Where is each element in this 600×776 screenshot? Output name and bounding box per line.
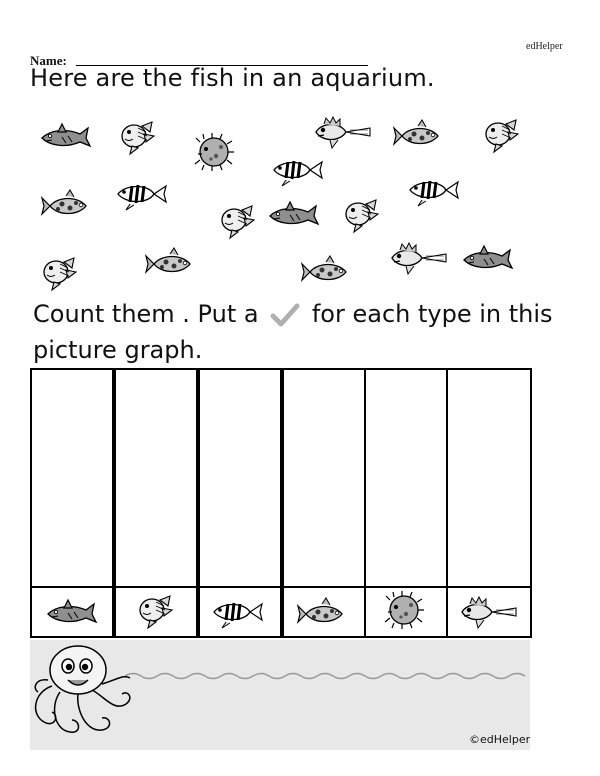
instruction-part1: Count them . Put a <box>33 300 259 328</box>
puffer-fish-icon <box>195 133 234 171</box>
finned-fish-icon <box>462 597 516 628</box>
angelfish-icon <box>122 122 154 154</box>
spotted-fish-icon <box>394 120 438 144</box>
shark-fish-icon <box>48 600 96 622</box>
angelfish-icon <box>44 258 76 290</box>
instruction-line2: picture graph. <box>33 336 203 364</box>
graph-label-spotted <box>282 586 366 638</box>
spotted-fish-icon <box>146 248 190 272</box>
spotted-fish-icon <box>42 190 86 214</box>
shark-fish-icon <box>42 124 90 146</box>
spotted-fish-icon <box>298 598 342 622</box>
striped-fish-icon <box>214 603 262 628</box>
finned-fish-icon <box>316 117 370 148</box>
check-mark-icon <box>270 303 300 327</box>
angelfish-icon <box>486 120 518 152</box>
shark-fish-icon <box>270 202 318 224</box>
aquarium-scene <box>30 108 530 296</box>
angelfish-icon <box>140 596 172 628</box>
picture-graph <box>30 368 532 640</box>
shark-fish-icon <box>464 246 512 268</box>
page-title: Here are the fish in an aquarium. <box>30 64 435 92</box>
striped-fish-icon <box>410 181 458 206</box>
graph-label-angelfish <box>114 586 198 638</box>
copyright-text: ©edHelper <box>469 733 531 746</box>
striped-fish-icon <box>274 161 322 186</box>
octopus-border <box>30 640 530 750</box>
graph-label-puffer <box>364 586 448 638</box>
finned-fish-icon <box>392 243 446 274</box>
striped-fish-icon <box>118 185 166 210</box>
instruction-part2: for each type in this <box>311 300 553 328</box>
brand-label: edHelper <box>526 41 563 52</box>
graph-label-striped <box>198 586 282 638</box>
angelfish-icon <box>222 206 254 238</box>
graph-label-shark <box>30 586 114 638</box>
graph-label-finned <box>446 586 532 638</box>
name-label: Name: <box>30 53 67 68</box>
puffer-fish-icon <box>385 591 424 629</box>
angelfish-icon <box>346 200 378 232</box>
spotted-fish-icon <box>302 256 346 280</box>
instruction-text <box>33 300 553 328</box>
